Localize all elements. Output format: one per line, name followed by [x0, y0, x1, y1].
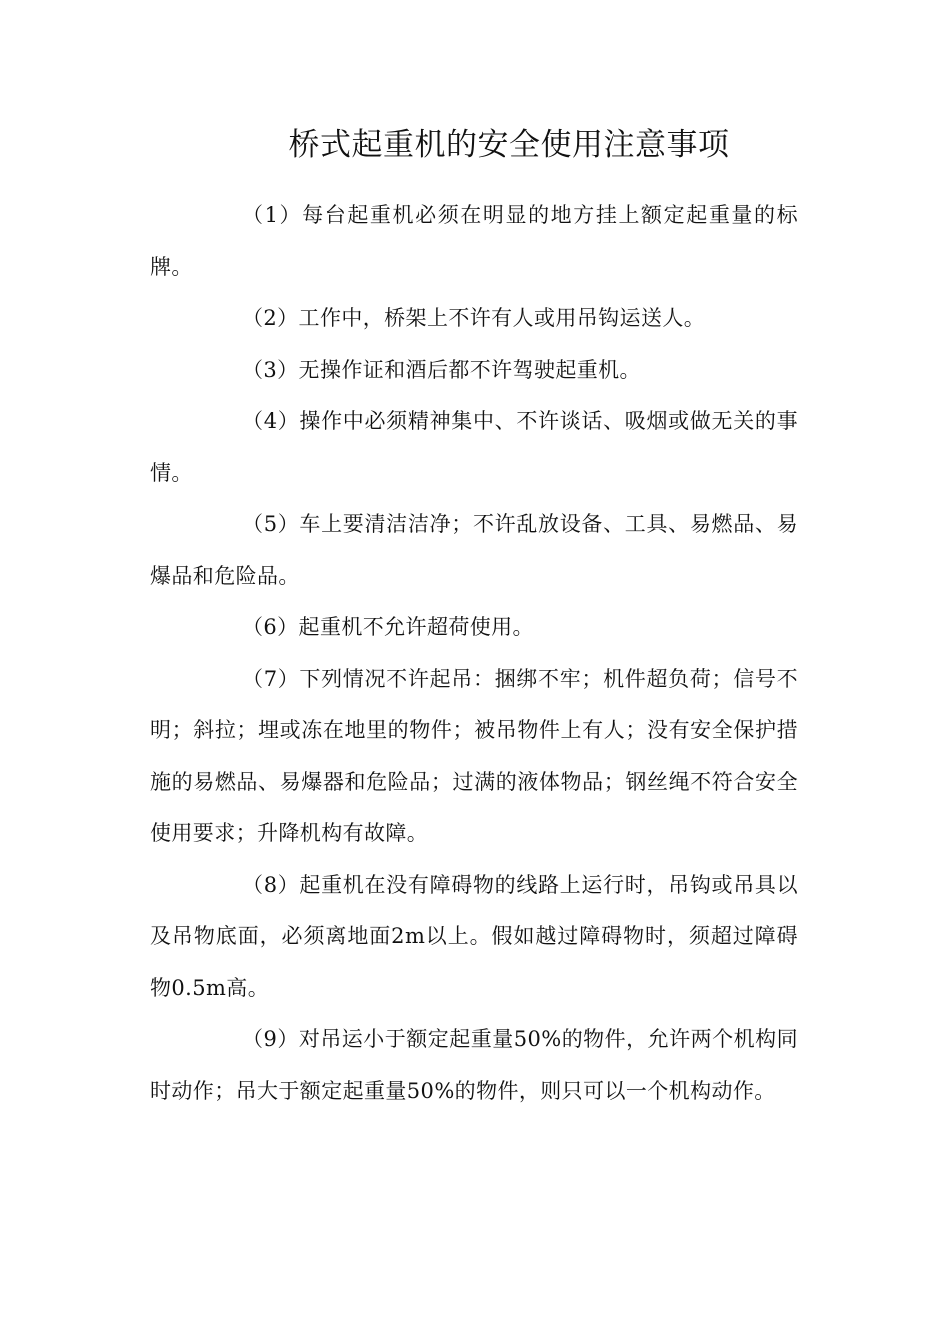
document-body	[150, 190, 798, 1117]
paragraph-2: （2）工作中，桥架上不许有人或用吊钩运送人。	[242, 306, 706, 330]
paragraph-4: （4）操作中必须精神集中、不许谈话、吸烟或做无关的事情。	[150, 409, 798, 485]
paragraph-3: （3）无操作证和酒后都不许驾驶起重机。	[242, 357, 641, 382]
paragraph-7: （7）下列情况不许起吊：捆绑不牢；机件超负荷；信号不明；斜拉；埋或冻在地里的物件；被吊物件上有人；没有安全保护措施的易燃品、易爆器和危险品；过满的液体物品；钢丝绳不符合安全使用要求；升降机构有故障。	[150, 666, 798, 845]
document-title: 桥式起重机的安全使用注意事项	[288, 127, 730, 163]
paragraph-8: （8）起重机在没有障碍物的线路上运行时，吊钩或吊具以及吊物底面，必须离地面2m以上。假如越过障碍物时，须超过障碍物0.5m高。	[150, 872, 798, 1000]
paragraph-6: （6）起重机不允许超荷使用。	[242, 615, 534, 639]
paragraph-5: （5）车上要清洁洁净；不许乱放设备、工具、易燃品、易爆品和危险品。	[150, 512, 798, 588]
paragraph-1: （1）每台起重机必须在明显的地方挂上额定起重量的标牌。	[150, 203, 798, 279]
paragraph-9: （9）对吊运小于额定起重量50%的物件，允许两个机构同时动作；吊大于额定起重量50%的物件，则只可以一个机构动作。	[150, 1027, 798, 1103]
